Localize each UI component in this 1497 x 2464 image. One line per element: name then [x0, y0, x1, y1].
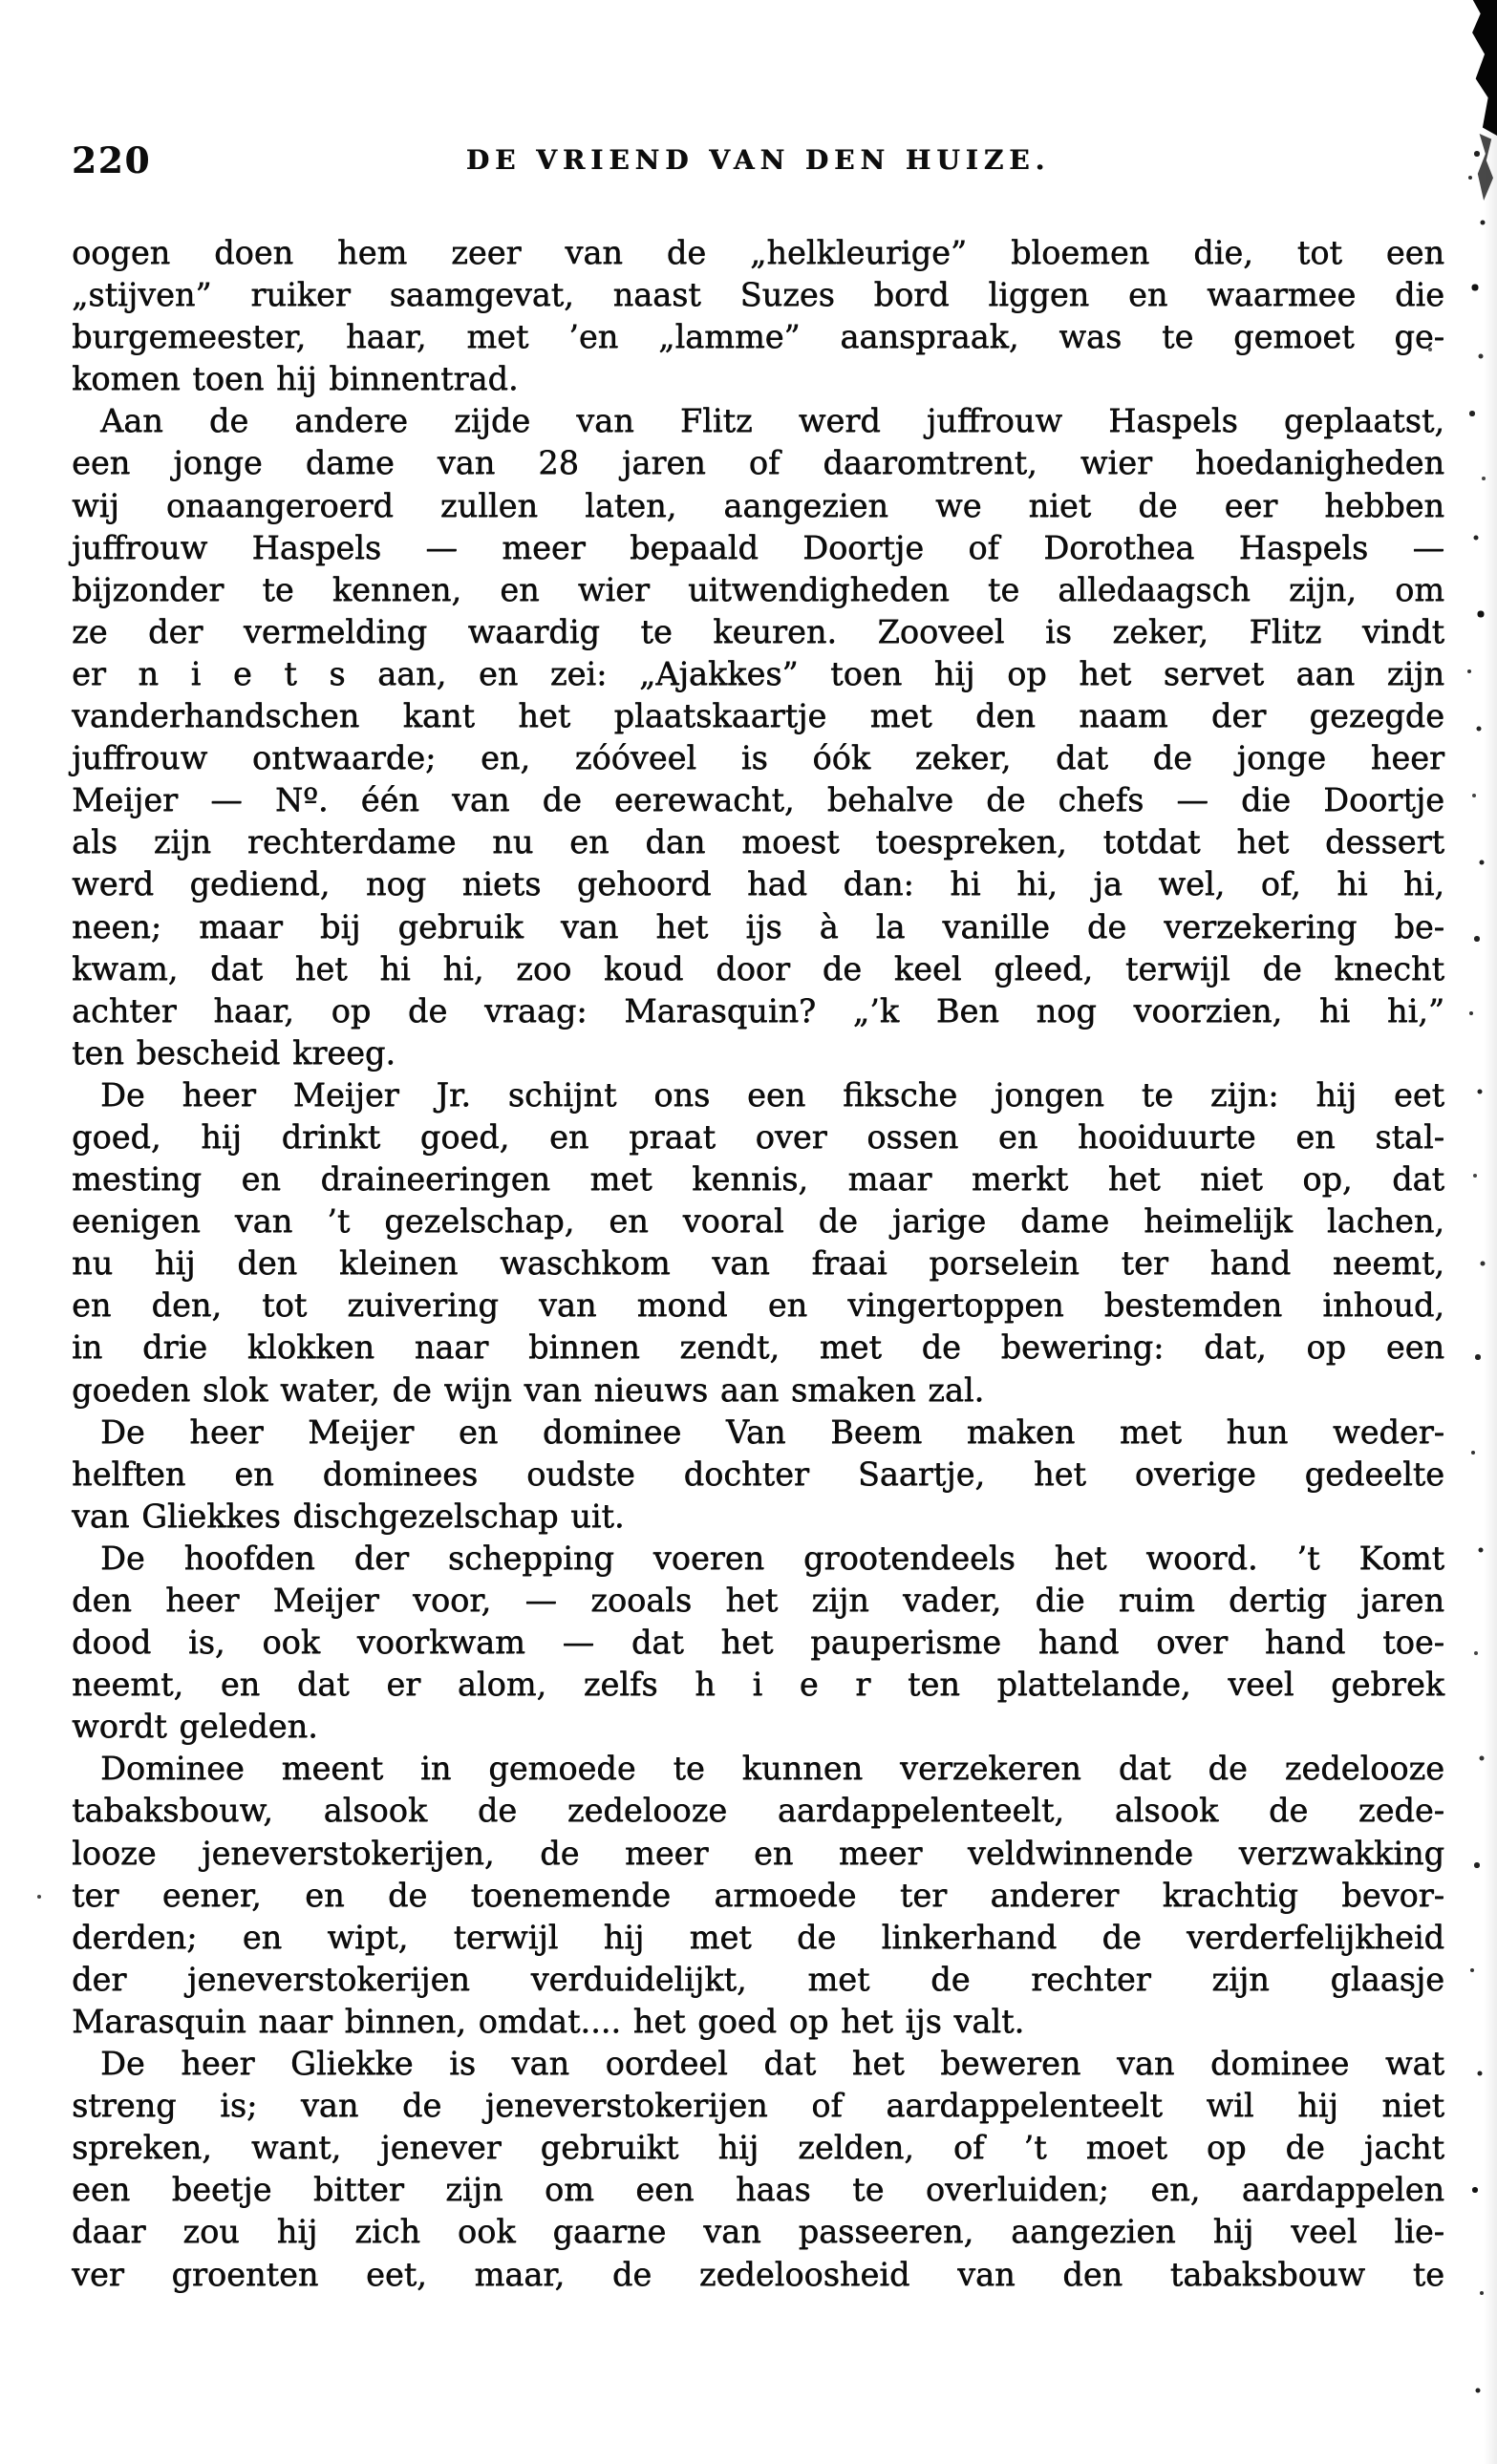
text-line: er n i e t s aan, en zei: „Ajakkes” toen hij op het servet aan zijn [72, 654, 1444, 692]
page-edge-shadow [1484, 0, 1497, 2464]
text-line: vanderhandschen kant het plaatskaartje met den naam der gezegde [72, 697, 1444, 735]
text-line: en den, tot zuivering van mond en vingertoppen bestemden inhoud, [72, 1286, 1444, 1325]
text-line: neemt, en dat er alom, zelfs h i e r ten plattelande, veel gebrek [72, 1666, 1444, 1704]
text-line: mesting en draineeringen met kennis, maar merkt het niet op, dat [72, 1160, 1444, 1199]
text-line: helften en dominees oudste dochter Saartje, het overige gedeelte [72, 1455, 1444, 1493]
text-line: wordt geleden. [72, 1708, 318, 1746]
text-line: ter eener, en de toenemende armoede ter anderer krachtig bevor- [72, 1876, 1444, 1914]
text-line: oogen doen hem zeer van de „helkleurige” bloemen die, tot een [72, 234, 1444, 271]
text-line: werd gediend, nog niets gehoord had dan: hi hi, ja wel, of, hi hi, [72, 865, 1444, 903]
text-line: nu hij den kleinen waschkom van fraai porselein ter hand neemt, [72, 1244, 1444, 1283]
page-number: 220 [72, 139, 152, 181]
text-line: derden; en wipt, terwijl hij met de linkerhand de verderfelijkheid [72, 1918, 1444, 1956]
text-line: van Gliekkes dischgezelschap uit. [72, 1497, 625, 1535]
text-line: De heer Meijer en dominee Van Beem maken met hun weder- [100, 1413, 1444, 1451]
text-line: eenigen van ’t gezelschap, en vooral de jarige dame heimelijk lachen, [72, 1202, 1444, 1241]
text-line: achter haar, op de vraag: Marasquin? „’k Ben nog voorzien, hi hi,” [72, 991, 1444, 1030]
text-line: een beetje bitter zijn om een haas te overluiden; en, aardappelen [72, 2171, 1444, 2209]
text-line: juffrouw ontwaarde; en, zóóveel is óók zeker, dat de jonge heer [72, 739, 1444, 777]
text-line: den heer Meijer voor, — zooals het zijn vader, die ruim dertig jaren [72, 1582, 1444, 1619]
text-line: ten bescheid kreeg. [72, 1033, 396, 1072]
text-line: Dominee meent in gemoede te kunnen verzekeren dat de zedelooze [100, 1750, 1444, 1788]
text-line: ze der vermelding waardig te keuren. Zooveel is zeker, Flitz vindt [72, 612, 1444, 650]
text-line: kwam, dat het hi hi, zoo koud door de keel gleed, terwijl de knecht [72, 949, 1444, 988]
text-line: ver groenten eet, maar, de zedeloosheid van den tabaksbouw te [72, 2255, 1444, 2293]
text-line: De heer Meijer Jr. schijnt ons een fiksche jongen te zijn: hij eet [100, 1075, 1444, 1114]
text-line: daar zou hij zich ook gaarne van passeeren, aangezien hij veel lie- [72, 2213, 1444, 2251]
text-line: Marasquin naar binnen, omdat.... het goed op het ijs valt. [72, 2002, 1025, 2040]
text-line: der jeneverstokerijen verduidelijkt, met de rechter zijn glaasje [72, 1960, 1444, 1998]
text-line: goed, hij drinkt goed, en praat over ossen en hooiduurte en stal- [72, 1117, 1444, 1156]
text-line: looze jeneverstokerijen, de meer en meer veldwinnende verzwakking [72, 1834, 1444, 1872]
text-line: streng is; van de jeneverstokerijen of aardappelenteelt wil hij niet [72, 2087, 1444, 2125]
text-line: een jonge dame van 28 jaren of daaromtrent, wier hoedanigheden [72, 444, 1444, 482]
text-line: Meijer — Nº. één van de eerewacht, behalve de chefs — die Doortje [72, 781, 1444, 819]
text-line: bijzonder te kennen, en wier uitwendigheden te alledaagsch zijn, om [72, 570, 1444, 608]
text-block [72, 232, 1444, 2296]
text-line: dood is, ook voorkwam — dat het pauperisme hand over hand toe- [72, 1624, 1444, 1662]
text-line: komen toen hij binnentrad. [72, 360, 519, 398]
text-line: Aan de andere zijde van Flitz werd juffrouw Haspels geplaatst, [100, 402, 1444, 440]
text-line: De hoofden der schepping voeren grootendeels het woord. ’t Komt [100, 1539, 1444, 1577]
text-line: als zijn rechterdame nu en dan moest toespreken, totdat het dessert [72, 823, 1444, 861]
scan-blotch-artifact [1463, 0, 1497, 136]
text-line: neen; maar bij gebruik van het ijs à la vanille de verzekering be- [72, 907, 1444, 945]
text-line: De heer Gliekke is van oordeel dat het beweren van dominee wat [100, 2045, 1444, 2083]
scan-speck-artifacts [0, 0, 2, 2]
text-line: spreken, want, jenever gebruikt hij zelden, of ’t moet op de jacht [72, 2129, 1444, 2167]
running-title: DE VRIEND VAN DEN HUIZE. [465, 144, 1051, 176]
text-line: „stijven” ruiker saamgevat, naast Suzes bord liggen en waarmee die [72, 276, 1444, 314]
text-line: in drie klokken naar binnen zendt, met de bewering: dat, op een [72, 1328, 1444, 1367]
text-line: tabaksbouw, alsook de zedelooze aardappelenteelt, alsook de zede- [72, 1792, 1444, 1830]
page-header [72, 139, 1444, 187]
text-line: burgemeester, haar, met ’en „lamme” aanspraak, was te gemoet ge- [72, 318, 1444, 356]
text-line: wij onaangeroerd zullen laten, aangezien we niet de eer hebben [72, 486, 1444, 524]
text-line: juffrouw Haspels — meer bepaald Doortje of Dorothea Haspels — [72, 528, 1444, 566]
text-line: goeden slok water, de wijn van nieuws aan smaken zal. [72, 1370, 985, 1409]
